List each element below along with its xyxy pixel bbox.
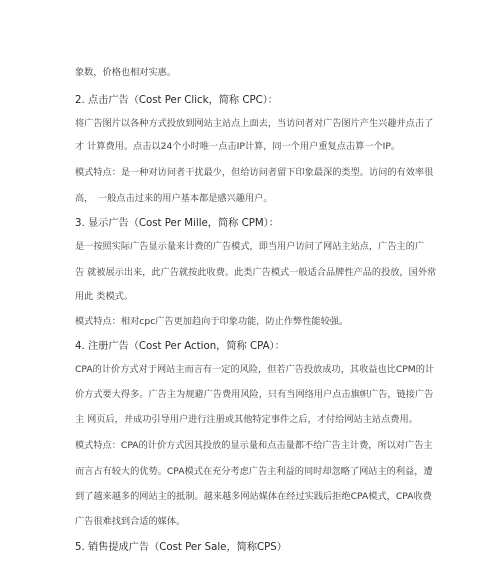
paragraph-line: 模式特点：是一种对访问者干扰最少，但给访问者留下印象最深的类型。访问的有效率很 [75, 167, 434, 178]
paragraph-line: 模式特点：相对cpc广告更加趋向于印象功能，防止作弊性能较强。 [75, 316, 349, 327]
section-heading-cpm: 3. 显示广告（Cost Per Mille，简称 CPM）： [75, 218, 279, 229]
paragraph-line: 将广告图片以各种方式投放到网站主站点上面去，当访问者对广告图片产生兴趣并点击了 [75, 118, 434, 129]
paragraph-line: 到了越来越多的网站主的抵制。越来越多网站媒体在经过实践后拒绝CPA模式，CPA收费 [75, 491, 432, 502]
section-heading-cpa: 4. 注册广告（Cost Per Action，简称 CPA）： [75, 341, 285, 352]
paragraph-line: 高， 一般点击过来的用户基本都是感兴趣用户。 [75, 193, 273, 204]
paragraph-line: 告 就被展示出来，此广告就按此收费。此类广告模式一般适合品牌性产品的投放，国外常 [75, 267, 437, 278]
paragraph-line: 才 计算费用。点击以24个小时唯一点击IP计算，同一个用户重复点击算一个IP。 [75, 141, 401, 152]
section-heading-cpc: 2. 点击广告（Cost Per Click，简称 CPC）： [75, 95, 278, 106]
paragraph-line: 价方式要大得多。广告主为规避广告费用风险，只有当网络用户点击旗帜广告，链接广告 [75, 389, 434, 400]
paragraph-line: 用此 类模式。 [75, 291, 134, 302]
paragraph-line: 而言占有较大的优势。CPA模式在充分考虑广告主利益的同时却忽略了网站主的利益，遭 [75, 466, 433, 477]
paragraph-line: CPA的计价方式对于网站主而言有一定的风险，但若广告投放成功，其收益也比CPM的计 [75, 364, 435, 375]
paragraph-line: 主 网页后，并成功引导用户进行注册或其他特定事件之后，才付给网站主站点费用。 [75, 414, 418, 425]
paragraph-line: 模式特点：CPA的计价方式因其投放的显示量和点击量都不给广告主计费，所以对广告主 [75, 440, 433, 451]
paragraph-line: 是一按照实际广告显示量来计费的广告模式，即当用户访问了网站主站点，广告主的广 [75, 241, 425, 252]
paragraph-line: 广告很难找到合适的媒体。 [75, 516, 186, 527]
section-heading-cps: 5. 销售提成广告（Cost Per Sale，简称CPS） [75, 542, 287, 553]
paragraph-line: 象数，价格也相对实惠。 [75, 67, 177, 78]
